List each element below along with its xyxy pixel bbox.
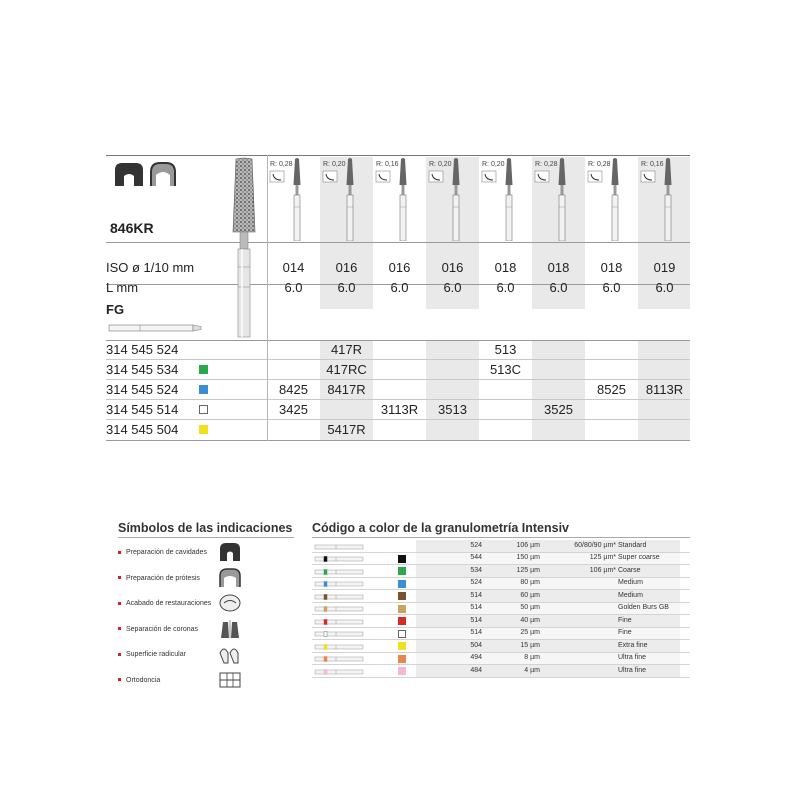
grit-extra: 60/80/90 µm*: [574, 541, 616, 549]
reference-cell: 8425: [279, 382, 308, 397]
grit-color-swatch: [199, 385, 208, 394]
radius-marker-icon: [641, 171, 655, 182]
grit-row: [312, 553, 690, 566]
grit-name: Extra fine: [618, 641, 648, 649]
small-bur-icon: [612, 158, 619, 241]
length-value: 6.0: [602, 280, 621, 295]
grit-row: [312, 615, 690, 628]
column-band: [426, 341, 479, 441]
reference-code: 314 545 524: [106, 342, 179, 357]
iso-value: 014: [282, 260, 305, 275]
indication-label: Superficie radicular: [126, 651, 186, 658]
iso-value: 016: [441, 260, 464, 275]
radius-label: R: 0,20: [323, 161, 346, 168]
grit-name: Fine: [618, 629, 632, 636]
grit-size: 8 µm: [524, 654, 540, 661]
radius-marker-icon: [429, 171, 443, 182]
bullet-icon: [118, 602, 121, 605]
grit-row: [312, 578, 690, 591]
grit-name: Medium: [618, 579, 643, 586]
radius-label: R: 0,28: [588, 161, 611, 168]
grit-color-swatch: [398, 655, 406, 663]
radius-marker-icon: [376, 171, 390, 182]
table-rule: [106, 340, 690, 341]
table-bottom-rule: [106, 440, 690, 441]
bullet-icon: [118, 576, 121, 579]
mini-bur-icon: [314, 592, 366, 602]
reference-cell: 3113R: [380, 402, 419, 417]
radius-label: R: 0,16: [641, 161, 664, 168]
column-band: [532, 341, 585, 441]
radius-marker-icon: [482, 171, 496, 182]
grit-row: [312, 628, 690, 641]
bullet-icon: [118, 653, 121, 656]
grit-extra: 125 µm*: [589, 554, 616, 561]
iso-value: 018: [547, 260, 570, 275]
indication-item: [118, 575, 200, 582]
grit-size: 40 µm: [520, 616, 540, 624]
grit-color-swatch: [398, 630, 406, 638]
grit-extra: 106 µm*: [589, 566, 616, 574]
mini-bur-icon: [314, 567, 366, 577]
grit-code: 514: [470, 591, 482, 599]
cavity-icon: [112, 160, 146, 188]
grit-size: 106 µm: [516, 541, 540, 549]
mini-bur-icon: [314, 642, 366, 652]
finishing-icon: [218, 592, 242, 614]
iso-label: ISO ø 1/10 mm: [106, 260, 195, 275]
grit-row: [312, 565, 690, 578]
grit-code: 534: [470, 566, 482, 574]
table-rule: [106, 379, 690, 380]
indication-item: [118, 677, 160, 684]
small-bur-icon: [559, 158, 566, 241]
grit-color-swatch: [398, 605, 406, 613]
indications-rule: [118, 537, 294, 538]
grit-row: [312, 640, 690, 653]
grit-code: 494: [470, 654, 482, 661]
grit-title: Código a color de la granulometría Intensiv: [312, 521, 569, 535]
mini-bur-icon: [314, 542, 366, 552]
grit-color-swatch: [199, 405, 208, 414]
indications-title: Símbolos de las indicaciones: [118, 521, 293, 535]
reference-cell: 5417R: [327, 422, 366, 437]
radius-marker-icon: [270, 171, 284, 182]
crown-separation-icon: [218, 618, 242, 640]
table-rule: [106, 399, 690, 400]
reference-code: 314 545 504: [106, 422, 179, 437]
grit-size: 25 µm: [520, 629, 540, 636]
reference-cell: 3525: [544, 402, 573, 417]
grit-size: 150 µm: [516, 554, 540, 561]
grit-name: Coarse: [618, 566, 641, 574]
reference-cell: 8525: [597, 382, 626, 397]
mini-bur-icon: [314, 617, 366, 627]
mini-bur-icon: [314, 579, 366, 589]
radius-label: R: 0,28: [270, 161, 293, 168]
grit-size: 4 µm: [524, 666, 540, 674]
indication-label: Preparación de cavidades: [126, 549, 207, 556]
reference-cell: 3513: [438, 402, 467, 417]
grit-code: 514: [470, 616, 482, 624]
grit-color-swatch: [398, 667, 406, 675]
indication-item: [118, 626, 198, 633]
indication-label: Acabado de restauraciones: [126, 600, 212, 607]
grit-row: [312, 590, 690, 603]
grit-color-swatch: [398, 580, 406, 588]
grit-name: Ultra fine: [618, 654, 647, 661]
indication-item: [118, 549, 207, 556]
bullet-icon: [118, 627, 121, 630]
radius-label: R: 0,28: [535, 161, 558, 168]
table-rule: [106, 242, 690, 243]
grit-color-swatch: [398, 555, 406, 563]
length-value: 6.0: [443, 280, 462, 295]
grit-size: 60 µm: [520, 591, 540, 599]
grit-size: 50 µm: [520, 604, 540, 611]
shank-label: FG: [106, 302, 125, 317]
grit-name: Super coarse: [618, 554, 660, 561]
reference-code: 314 545 524: [106, 382, 179, 397]
reference-cell: 8113R: [645, 382, 684, 397]
reference-cell: 417RC: [326, 362, 367, 377]
grit-name: Fine: [618, 616, 632, 624]
root-surface-icon: [218, 643, 242, 665]
reference-cell: 417R: [330, 342, 363, 357]
small-bur-icon: [400, 158, 407, 241]
table-rule: [106, 359, 690, 360]
grit-color-swatch: [398, 642, 406, 650]
grit-size: 80 µm: [520, 579, 540, 586]
length-value: 6.0: [337, 280, 356, 295]
grit-row: [312, 653, 690, 666]
indication-label: Preparación de prótesis: [126, 574, 200, 582]
mini-bur-icon: [314, 554, 366, 564]
small-bur-icon: [506, 158, 513, 241]
indication-label: Separación de coronas: [126, 625, 198, 633]
grit-color-swatch: [199, 425, 208, 434]
grit-row: [312, 603, 690, 616]
length-value: 6.0: [655, 280, 674, 295]
reference-cell: 8417R: [327, 382, 366, 397]
table-rule: [106, 419, 690, 420]
length-value: 6.0: [390, 280, 409, 295]
small-bur-icon: [347, 158, 354, 241]
grit-code: 524: [470, 579, 482, 586]
grit-color-swatch: [199, 365, 208, 374]
reference-code: 314 545 534: [106, 362, 179, 377]
length-value: 6.0: [496, 280, 515, 295]
radius-marker-icon: [588, 171, 602, 182]
radius-label: R: 0,20: [429, 161, 452, 168]
grit-code: 504: [470, 641, 482, 649]
grit-code: 514: [470, 629, 482, 636]
grit-row: [312, 665, 690, 678]
indication-item: [118, 600, 211, 607]
reference-cell: 3425: [279, 402, 308, 417]
grit-code: 524: [470, 541, 482, 549]
prosthesis-icon: [218, 567, 242, 589]
product-code: 846KR: [110, 220, 154, 236]
radius-label: R: 0,20: [482, 161, 505, 168]
bur-illustration: [224, 157, 264, 339]
grit-size: 125 µm: [516, 566, 540, 574]
mini-bur-icon: [314, 654, 366, 664]
mini-bur-icon: [314, 667, 366, 677]
grit-row: [312, 540, 690, 553]
small-bur-icon: [294, 158, 301, 241]
grit-row-rule: [312, 677, 690, 678]
reference-code: 314 545 514: [106, 402, 179, 417]
small-bur-icon: [453, 158, 460, 241]
radius-label: R: 0,16: [376, 161, 399, 168]
grit-color-swatch: [398, 617, 406, 625]
reference-cell: 513: [494, 342, 517, 357]
grit-name: Ultra fine: [618, 666, 647, 674]
iso-value: 016: [388, 260, 411, 275]
grit-color-swatch: [398, 592, 406, 600]
mini-bur-icon: [314, 629, 366, 639]
grit-size: 15 µm: [520, 641, 540, 649]
bullet-icon: [118, 678, 121, 681]
grit-code: 484: [470, 666, 482, 674]
length-value: 6.0: [284, 280, 303, 295]
product-table: [106, 155, 690, 441]
radius-marker-icon: [323, 171, 337, 182]
iso-value: 018: [600, 260, 623, 275]
iso-value: 018: [494, 260, 517, 275]
orthodontics-icon: [218, 669, 242, 691]
mini-bur-icon: [314, 604, 366, 614]
iso-value: 019: [653, 260, 676, 275]
grit-name: Medium: [618, 591, 643, 599]
small-bur-icon: [665, 158, 672, 241]
grit-code: 544: [470, 554, 482, 561]
grit-code: 514: [470, 604, 482, 611]
length-label: L mm: [106, 280, 139, 295]
indication-label: Ortodoncia: [126, 676, 161, 684]
length-value: 6.0: [549, 280, 568, 295]
grit-rule: [312, 537, 690, 538]
cavity-icon: [218, 541, 242, 563]
indication-item: [118, 651, 186, 658]
grit-name: Golden Burs GB: [618, 604, 669, 611]
reference-cell: 513C: [489, 362, 522, 377]
radius-marker-icon: [535, 171, 549, 182]
prosthesis-icon: [148, 160, 178, 188]
grit-color-swatch: [398, 567, 406, 575]
fg-shank-icon: [108, 322, 204, 334]
bullet-icon: [118, 551, 121, 554]
iso-value: 016: [335, 260, 358, 275]
grit-name: Standard: [618, 541, 647, 549]
